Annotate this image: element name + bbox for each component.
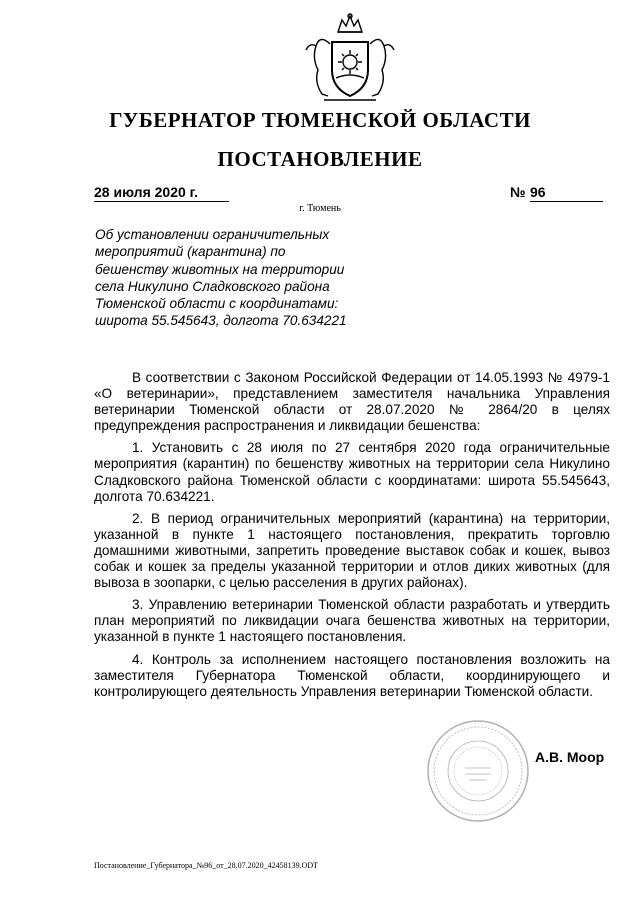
governor-title: ГУБЕРНАТОР ТЮМЕНСКОЙ ОБЛАСТИ (109, 108, 531, 132)
coat-of-arms-icon (294, 12, 406, 108)
subject-line: Тюменской области с координатами: (95, 296, 339, 312)
subject-line: бешенству животных на территории (95, 261, 345, 277)
document-type: ПОСТАНОВЛЕНИЕ (217, 147, 423, 171)
subject-line: села Никулино Сладковского района (95, 278, 330, 294)
file-footer: Постановление_Губернатора_№96_от_28.07.2020_42458139.ODT (94, 861, 319, 870)
issue-city: г. Тюмень (299, 203, 341, 214)
clause-1: 1. Установить с 28 июля по 27 сентября 2020 года ограничительные мероприятия (карантин) по бешенству животных на территории села Никулино Сладковского района Тюменской области с координатами: широта 55.545643, долгота 70.634221. (94, 440, 610, 504)
clause-2: 2. В период ограничительных мероприятий (карантина) на территории, указанной в пункте 1 настоящего постановления, прекратить торговлю домашними животными, запретить проведение выставок собак и кошек, вывоз собак и кошек за пределы указанной территории и отлов диких животных (для вывоза в зоопарки, с целью расселения в других районах). (94, 510, 610, 591)
document-date: 28 июля 2020 г. (94, 184, 229, 202)
subject-line: широта 55.545643, долгота 70.634221 (95, 313, 347, 329)
clause-4: 4. Контроль за исполнением настоящего постановления возложить на заместителя Губернатора Тюменской области, координирующего и контролирующего деятельность Управления ветеринарии Тюменской области. (94, 651, 610, 699)
document-subject (95, 226, 385, 330)
seal-stamp-icon (425, 718, 531, 824)
number-label: № (510, 184, 526, 200)
clause-3: 3. Управлению ветеринарии Тюменской области разработать и утвердить план мероприятий по ликвидации очага бешенства животных на территории, указанной в пункте 1 настоящего постановления. (94, 597, 610, 645)
document-number: 96 (530, 184, 603, 202)
preamble-paragraph: В соответствии с Законом Российской Федерации от 14.05.1993 № 4979-1 «О ветеринарии», представлением заместителя начальника Управления ветеринарии Тюменской области от 28.07.2020 № 2864/20 в целях предупреждения распространения и ликвидации бешенства: (94, 370, 610, 434)
signer-name: А.В. Моор (535, 749, 605, 765)
subject-line: мероприятий (карантина) по (95, 244, 286, 260)
subject-line: Об установлении ограничительных (95, 227, 330, 242)
document-body (94, 370, 610, 706)
